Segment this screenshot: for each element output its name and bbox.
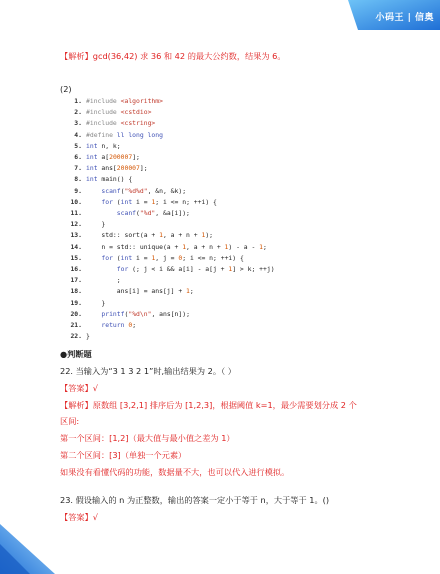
brand-logo: 小码王 | 信奥: [375, 13, 434, 23]
code-token: for: [101, 253, 113, 262]
code-token: int: [86, 175, 98, 184]
line-number: 21.: [70, 321, 82, 330]
line-number: 5.: [74, 141, 82, 150]
line-number: 12.: [70, 220, 82, 229]
code-line: [66, 275, 275, 286]
code-token: 1: [151, 197, 156, 206]
line-number: 7.: [74, 164, 82, 173]
code-token: 1: [182, 242, 187, 251]
code-token: [86, 197, 101, 208]
code-token: ;: [86, 276, 121, 285]
analysis-top: 【解析】gcd(36,42) 求 36 和 42 的最大公约数，结果为 6。: [60, 51, 286, 61]
code-token: scanf: [116, 209, 137, 218]
code-token: #include: [86, 119, 121, 128]
code-line: [66, 286, 275, 297]
line-number: 20.: [70, 309, 82, 318]
code-token: 1: [159, 231, 163, 240]
code-token: int: [86, 153, 98, 162]
line-number: 11.: [70, 209, 82, 218]
code-token: <algorithm>: [120, 97, 163, 105]
code-token: main() {: [97, 175, 133, 184]
code-token: 1: [201, 231, 206, 240]
line-number: 18.: [70, 287, 82, 296]
code-token: int: [86, 141, 98, 150]
code-line: [66, 96, 275, 107]
code-token: 0: [128, 321, 133, 330]
code-token: 200007: [116, 164, 140, 173]
code-line: [66, 331, 275, 342]
line-number: 2.: [74, 108, 82, 117]
code-token: ; i <= n; ++i) {: [182, 253, 244, 262]
line-number: 14.: [70, 242, 82, 251]
code-token: );: [205, 231, 214, 240]
code-token: (: [112, 197, 121, 206]
code-token: std:: sort(a +: [86, 231, 160, 240]
code-token: ; i <= n; ++i) {: [155, 197, 217, 206]
line-number: 9.: [74, 186, 82, 195]
code-token: 1: [259, 242, 264, 251]
code-token: for: [101, 197, 113, 206]
code-line: [66, 130, 275, 141]
code-token: for: [116, 265, 129, 274]
code-token: }: [86, 298, 106, 307]
interval-1: 第一个区间：[1,2]（最大值与最小值之差为 1）: [60, 433, 235, 443]
code-token: <cstring>: [120, 119, 156, 128]
interval-2: 第二个区间：[3]（单独一个元素）: [60, 450, 187, 460]
code-token: ] > k; ++j): [232, 265, 275, 274]
code-token: "%d": [139, 209, 156, 218]
code-token: "%d%d": [124, 186, 148, 195]
code-token: ];: [139, 164, 148, 173]
line-number: 16.: [70, 265, 82, 274]
judge-heading: ●判断题: [60, 349, 92, 359]
question-22: 22. 当输入为“3 1 3 2 1”时,输出结果为 2。（ ）: [60, 366, 236, 376]
code-token: [86, 320, 101, 331]
code-line: [66, 208, 275, 219]
code-token: , a + n +: [162, 231, 202, 240]
code-token: int: [120, 197, 133, 206]
question-23: 23. 假设输入的 n 为正整数，输出的答案一定小于等于 n，大于等于 1。(): [60, 495, 330, 505]
code-line: [66, 141, 275, 152]
code-token: ];: [132, 153, 140, 162]
code-token: , &a[i]);: [155, 209, 190, 218]
code-token: i =: [132, 253, 152, 262]
brand-banner: [348, 0, 440, 30]
code-token: ll long long: [116, 130, 163, 139]
code-token: 1: [228, 265, 233, 274]
code-line: [66, 197, 275, 208]
code-token: ans[i] = ans[j] +: [86, 287, 187, 296]
line-number: 3.: [74, 119, 82, 128]
code-line: [66, 174, 275, 185]
code-token: n = std:: unique(a +: [86, 242, 183, 251]
code-token: n, k;: [97, 141, 121, 150]
code-line: [66, 320, 275, 331]
code-token: ans[: [97, 164, 117, 173]
code-token: (: [136, 209, 140, 218]
code-line: [66, 230, 275, 241]
code-line: [66, 163, 275, 174]
line-number: 19.: [70, 298, 82, 307]
code-token: (: [112, 253, 121, 262]
answer-22: 【答案】√: [60, 383, 98, 393]
line-number: 15.: [70, 253, 82, 262]
code-token: #include: [86, 97, 121, 105]
code-token: #include: [86, 108, 121, 117]
line-number: 17.: [70, 276, 82, 285]
code-line: [66, 264, 275, 275]
code-token: return: [101, 321, 125, 330]
code-line: [66, 253, 275, 264]
code-line: [66, 298, 275, 309]
code-token: [86, 186, 101, 197]
line-number: 8.: [74, 175, 82, 184]
code-token: , ans[n]);: [151, 309, 190, 318]
line-number: 10.: [70, 197, 82, 206]
code-token: printf: [101, 309, 125, 318]
answer-23: 【答案】√: [60, 512, 98, 522]
code-line: [66, 107, 275, 118]
code-line: [66, 242, 275, 253]
code-line: [66, 219, 275, 230]
code-token: , a + n +: [186, 242, 225, 251]
code-token: }: [86, 332, 90, 341]
code-token: 1: [186, 287, 190, 296]
code-token: [86, 309, 101, 320]
code-line: [66, 186, 275, 197]
code-token: ;: [189, 287, 194, 296]
code-block: [66, 96, 275, 342]
line-number: 22.: [70, 332, 82, 341]
code-line: [66, 309, 275, 320]
code-token: i =: [132, 197, 152, 206]
analysis-22-line2: 区间:: [60, 416, 80, 426]
code-token: , &n, &k);: [147, 186, 187, 195]
analysis-22-line1: 【解析】原数组 [3,2,1] 排序后为 [1,2,3]，根据阈值 k=1，最少需要划分成 2 个: [60, 400, 357, 410]
code-token: int: [120, 253, 133, 262]
line-number: 4.: [74, 130, 82, 139]
code-token: <cstdio>: [120, 108, 152, 117]
code-token: [86, 264, 117, 275]
line-number: 6.: [74, 153, 82, 162]
code-token: }: [86, 220, 106, 229]
code-token: (; j < i && a[i] - a[j +: [128, 265, 229, 274]
code-line: [66, 118, 275, 129]
line-number: 1.: [74, 97, 82, 105]
code-token: #define: [86, 130, 117, 139]
line-number: 13.: [70, 231, 82, 240]
code-token: 200007: [109, 153, 133, 162]
code-token: int: [86, 164, 98, 173]
code-token: "%d\n": [128, 309, 152, 318]
code-token: scanf: [101, 186, 121, 195]
section-label: (2): [60, 84, 72, 94]
code-token: [86, 208, 117, 219]
code-token: ;: [263, 242, 267, 251]
code-token: 1: [151, 253, 156, 262]
note-22: 如果没有看懂代码的功能，数据量不大，也可以代入进行模拟。: [60, 467, 290, 477]
code-token: a[: [97, 153, 110, 162]
code-token: [86, 253, 101, 264]
code-token: , j =: [155, 253, 179, 262]
code-token: ;: [132, 321, 137, 330]
code-token: (: [120, 186, 125, 195]
code-token: (: [124, 309, 129, 318]
code-line: [66, 152, 275, 163]
code-token: 0: [178, 253, 183, 262]
code-token: ) - a -: [228, 242, 260, 251]
code-token: 1: [224, 242, 229, 251]
